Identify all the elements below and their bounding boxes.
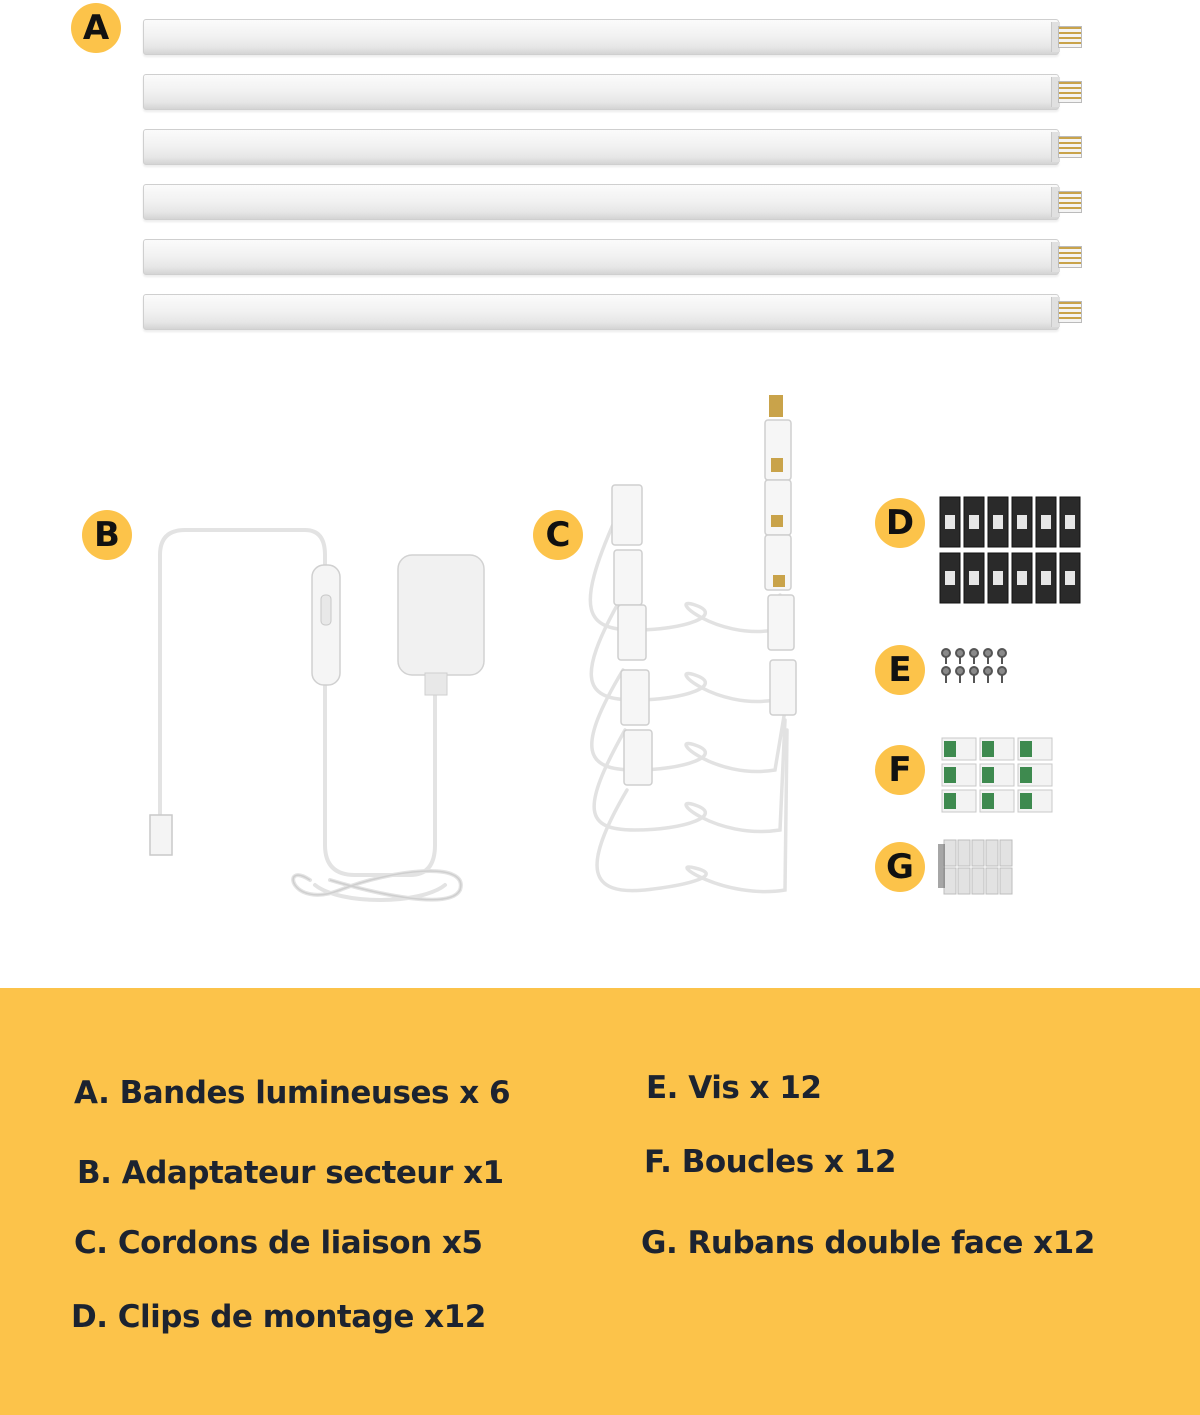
badge-f: F [875,745,925,795]
light-bar [143,19,1059,55]
mounting-clips-image [938,495,1083,607]
double-sided-tapes-image [938,838,1018,898]
contents-legend [0,988,1200,1415]
buckles-image [940,736,1056,814]
light-bar [143,129,1059,165]
light-bar [143,184,1059,220]
badge-g: G [875,842,925,892]
power-adapter-image [140,515,490,925]
badge-e: E [875,645,925,695]
legend-item-g: G. Rubans double face x12 [641,1225,1095,1261]
badge-b: B [82,510,132,560]
legend-item-c: C. Cordons de liaison x5 [74,1225,483,1261]
light-bar [143,294,1059,330]
screws-image [940,648,1008,686]
badge-a: A [71,3,121,53]
badge-d: D [875,498,925,548]
legend-item-e: E. Vis x 12 [646,1070,822,1106]
link-cords-image [575,390,805,910]
legend-item-f: F. Boucles x 12 [644,1144,896,1180]
light-bar [143,239,1059,275]
light-bar [143,74,1059,110]
legend-item-d: D. Clips de montage x12 [71,1299,486,1335]
badge-c: C [533,510,583,560]
legend-item-b: B. Adaptateur secteur x1 [77,1155,504,1191]
legend-item-a: A. Bandes lumineuses x 6 [74,1075,511,1111]
